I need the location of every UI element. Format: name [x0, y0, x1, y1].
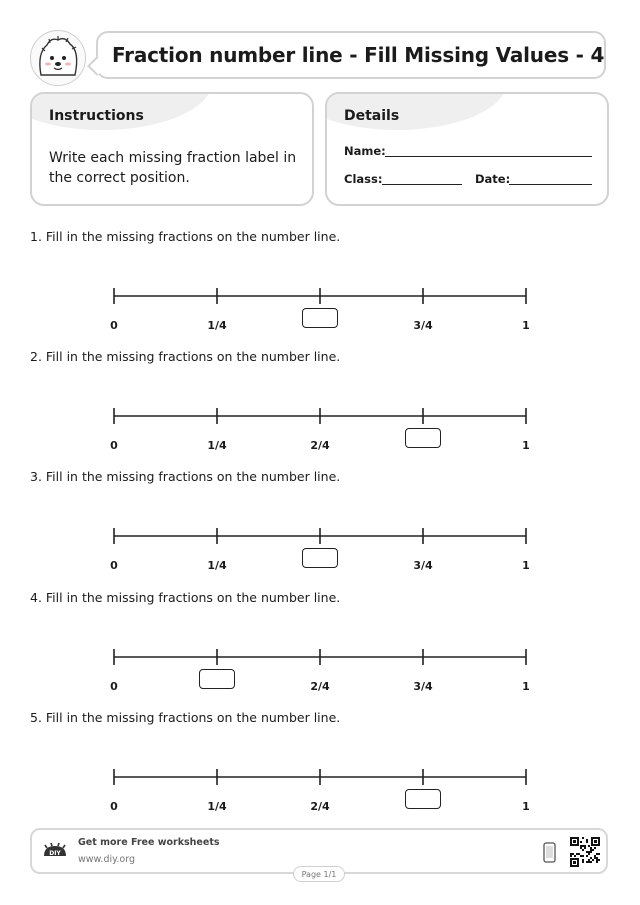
question-prompt: 1. Fill in the missing fractions on the number line. [30, 229, 341, 244]
date-label: Date: [475, 172, 511, 186]
answer-box[interactable] [302, 308, 338, 328]
date-field[interactable] [509, 184, 592, 185]
number-line-graphic [0, 766, 640, 796]
details-card [325, 92, 609, 206]
tick-label: 1/4 [207, 319, 227, 332]
logo-text: DIY [49, 850, 61, 857]
answer-box[interactable] [199, 669, 235, 689]
qr-code-icon [570, 837, 600, 871]
tick-label: 1 [522, 800, 530, 813]
name-field[interactable] [385, 156, 592, 157]
tick-label: 2/4 [310, 680, 330, 693]
tick-label: 0 [110, 319, 118, 332]
tick-label: 1 [522, 559, 530, 572]
number-line-graphic [0, 405, 640, 435]
class-label: Class: [344, 172, 383, 186]
tick-label: 3/4 [413, 559, 433, 572]
question-prompt: 4. Fill in the missing fractions on the number line. [30, 590, 341, 605]
instructions-text: Write each missing fraction label in the correct position. [49, 150, 297, 186]
title-box [96, 31, 606, 79]
page-indicator: Page 1/1 [293, 866, 345, 882]
tick-label: 2/4 [310, 800, 330, 813]
diy-logo-icon [42, 842, 68, 862]
answer-box[interactable] [302, 548, 338, 568]
answer-box[interactable] [405, 428, 441, 448]
tick-label: 0 [110, 680, 118, 693]
class-field[interactable] [382, 184, 462, 185]
name-label: Name: [344, 144, 386, 158]
mascot-icon [31, 31, 85, 85]
instructions-card [30, 92, 314, 206]
tick-label: 0 [110, 800, 118, 813]
number-line [0, 525, 640, 585]
tick-label: 1/4 [207, 439, 227, 452]
tick-label: 1/4 [207, 800, 227, 813]
number-line [0, 646, 640, 706]
tick-label: 1 [522, 680, 530, 693]
tick-label: 1/4 [207, 559, 227, 572]
number-line [0, 405, 640, 465]
tick-label: 0 [110, 439, 118, 452]
number-line-graphic [0, 646, 640, 676]
footer-title: Get more Free worksheets [78, 837, 220, 848]
page-title: Fraction number line - Fill Missing Values - 4 [112, 43, 605, 67]
tick-label: 3/4 [413, 319, 433, 332]
number-line [0, 285, 640, 345]
footer-url[interactable]: www.diy.org [78, 854, 135, 865]
instructions-heading: Instructions [49, 108, 144, 124]
answer-box[interactable] [405, 789, 441, 809]
tick-label: 3/4 [413, 680, 433, 693]
tick-label: 1 [522, 319, 530, 332]
mascot-logo [30, 30, 86, 86]
question-prompt: 5. Fill in the missing fractions on the number line. [30, 710, 341, 725]
details-heading: Details [344, 108, 400, 124]
phone-icon [542, 840, 558, 868]
tick-label: 2/4 [310, 439, 330, 452]
question-prompt: 2. Fill in the missing fractions on the number line. [30, 349, 341, 364]
tick-label: 0 [110, 559, 118, 572]
question-prompt: 3. Fill in the missing fractions on the number line. [30, 469, 341, 484]
tick-label: 1 [522, 439, 530, 452]
number-line [0, 766, 640, 826]
